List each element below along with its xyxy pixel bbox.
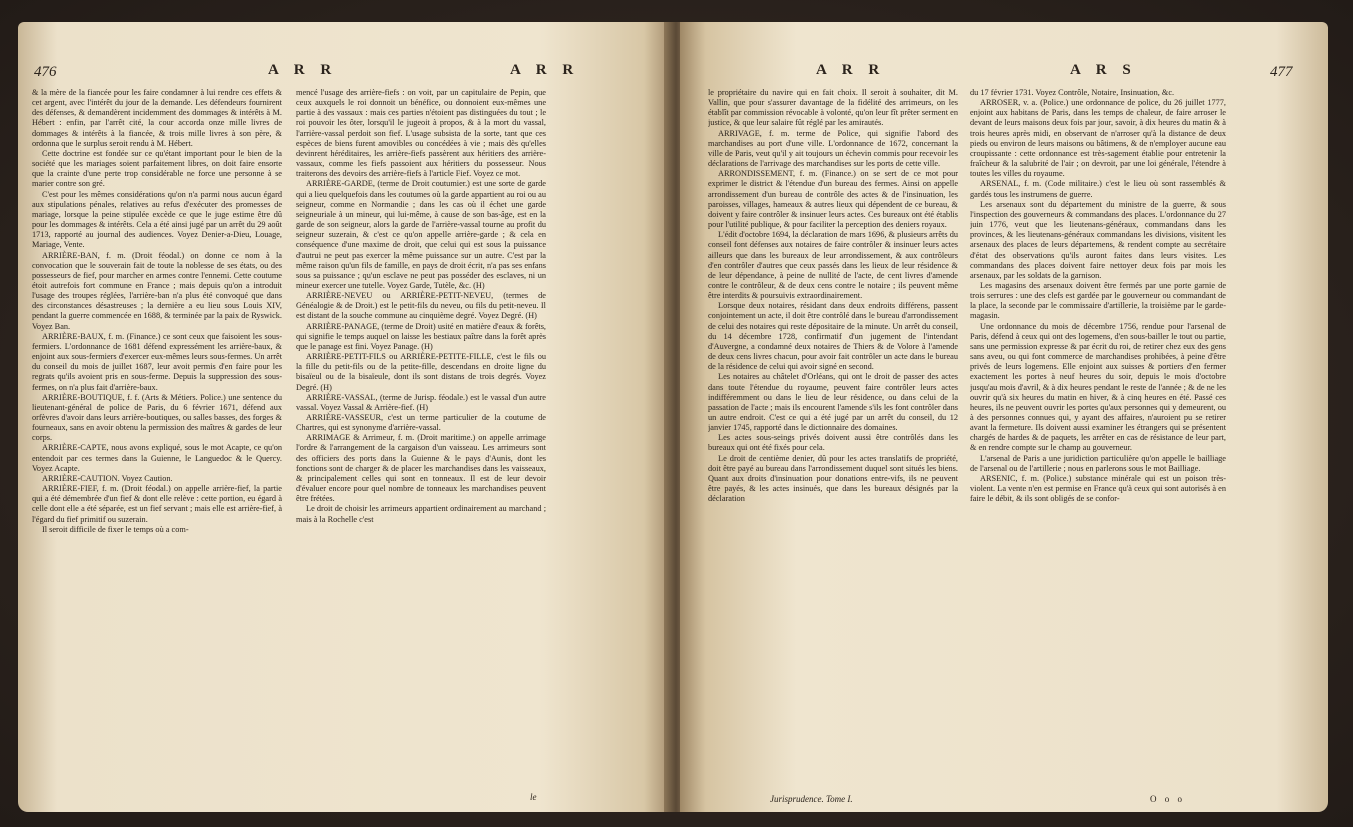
paragraph: Le droit de centième denier, dû pour les actes translatifs de propriété, doit être payé au bureau dans l'arrondissement duquel sont situés les biens. Quant aux droits d'insinuation pour donations entre-vifs, ils ne peuvent être payés, & les actes insinués, que dans les bureaux désignés par la déclaration <box>708 453 958 504</box>
paragraph: le propriétaire du navire qui en fait choix. Il seroit à souhaiter, dit M. Vallin, que pour s'assurer davantage de la fidélité des arrimeurs, on les établît par commission révocable à volonté, qu'on leur fît prêter serment en justice, & que leur salaire fût réglé par les amirautés. <box>708 88 958 128</box>
paragraph: Les actes sous-seings privés doivent aussi être contrôlés dans les bureaux qui ont été fixés pour cela. <box>708 433 958 453</box>
paragraph: ARROSER, v. a. (Police.) une ordonnance de police, du 26 juillet 1777, enjoint aux habitans de Paris, dans les temps de chaleur, de faire arroser le devant de leurs maisons deux fois par jour, savoir, à dix heures du matin & à trois heures après midi, en observant de n'arroser qu'à la distance de deux pieds ou environ de leurs maisons ou bâtimens, & de n'employer aucune eau croupissante : cette ordonnance est très-sagement établie pour entretenir la fraîcheur & la salubrité de l'air ; on devroit, par une loi générale, l'étendre à toutes les villes du royaume. <box>970 98 1226 179</box>
paragraph: Les notaires au châtelet d'Orléans, qui ont le droit de passer des actes dans toute l'étendue du royaume, peuvent faire contrôler leurs actes indifféremment ou dans le lieu de leur résidence, ou dans celui de la passation de l'acte ; mais ils encourent l'amende s'ils les font contrôler dans un autre endroit. C'est ce qui a été jugé par un arrêt du conseil, du 12 janvier 1745, rapporté dans le dictionnaire des domaines. <box>708 372 958 433</box>
paragraph: C'est pour les mêmes considérations qu'on n'a parmi nous aucun égard aux stipulations pénales, relatives au refus d'exécuter des promesses de mariage, lorsque la peine stipulée excède ce que le juge estime être dû pour les dommages & intérêts. Cela a été ainsi jugé par un arrêt du 29 août 1713, rapporté au journal des audiences. Voyez Denier-a-Dieu, Louage, Mariage, Vente. <box>32 189 282 250</box>
text-column-1 <box>32 88 282 535</box>
paragraph: ARRIÈRE-PANAGE, (terme de Droit) usité en matière d'eaux & forêts, qui signifie le temps auquel on laisse les bestiaux paître dans la forêt après que le panage est fini. Voyez Panage. (H) <box>296 321 546 351</box>
paragraph: ARSENAL, f. m. (Code militaire.) c'est le lieu où sont rassemblés & gardés tous les instrumens de guerre. <box>970 179 1226 199</box>
paragraph: ARRIÈRE-VASSEUR, c'est un terme particulier de la coutume de Chartres, qui est synonyme d'arrière-vassal. <box>296 413 546 433</box>
paragraph: Cette doctrine est fondée sur ce qu'étant important pour le bien de la société que les mariages soient parfaitement libres, on doit faire ensorte que la crainte d'une perte trop considérable ne force une personne à se marier contre son gré. <box>32 148 282 189</box>
paragraph: L'édit d'octobre 1694, la déclaration de mars 1696, & plusieurs arrêts du conseil font défenses aux notaires de faire contrôler & insinuer leurs actes ailleurs que dans les bureaux de leur arrondissement, & aux contrôleurs d'en contrôler d'autres que ceux passés dans les lieux de leur résidence & de leur dépendance, à peine de nullité de l'acte, de cent livres d'amende contre le contrôleur, & de deux cens contre le notaire ; ils peuvent même être interdits & poursuivis extraordinairement. <box>708 230 958 301</box>
paragraph: mencé l'usage des arrière-fiefs : on voit, par un capitulaire de Pepin, que ceux auxquels le roi donnoit un bénéfice, ou donnoient eux-mêmes une partie à des vassaux : mais ces parties n'étoient pas distinguées du tout ; le roi pouvoir les ôter, lorsqu'il le jugeoit à propos, & à la mort du vassal, l'arrière-vassal perdoit son fief. L'usage subsista de la sorte, tant que ces espèces de biens furent amovibles ou concédées à vie ; mais dès qu'elles devinrent héréditaires, les arrière-fiefs passèrent aux héritiers des arrière-vassaux, comme les fiefs passoient aux héritiers du possesseur. Nous traiterons des devoirs des arrière-fiefs à l'article Fief. Voyez ce mot. <box>296 88 546 179</box>
paragraph: ARRIÈRE-BAN, f. m. (Droit féodal.) on donne ce nom à la convocation que le souverain fait de toute la noblesse de ses états, ou des possesseurs de fief, pour marcher en armes contre l'ennemi. Cette coutume étoit autrefois fort commune en France ; mais depuis qu'on a introduit l'usage des troupes réglées, l'arrière-ban n'a plus été convoqué que dans des circonstances désastreuses ; la dernière a eu lieu sous Louis XIV, pendant la guerre commencée en 1688, & terminée par la paix de Ryswick. Voyez Ban. <box>32 250 282 331</box>
volume-signature: Jurisprudence. Tome I. <box>770 794 853 804</box>
paragraph: ARRIÈRE-GARDE, (terme de Droit coutumier.) est une sorte de garde qui a lieu quelquefois dans les coutumes où la garde appartient au roi ou au seigneur, comme en Normandie ; dans les cas où il échet une garde seigneuriale à un mineur, qui lui-même, à cause de son bas-âge, est en la garde de son seigneur, alors la garde de l'arrière-vassal tourne au profit du seigneur suzerain, & c'est ce qu'on appelle arrière-garde ; & cela en conséquence d'une maxime de droit, que celui qui est sous la puissance d'autrui ne peut pas exercer la même puissance sur un autre. C'est par la même raison qu'un fils de famille, en pays de droit écrit, n'a pas ses enfans sous sa puissance ; qu'un esclave ne peut pas posséder des esclaves, ni un mineur exercer une tutelle. Voyez Garde, Tutèle, &c. (H) <box>296 179 546 290</box>
paragraph: ARRIÈRE-FIEF, f. m. (Droit féodal.) on appelle arrière-fief, la partie qui a été démembrée d'un fief & dont elle relève : cette portion, eu égard à celle dont elle a été séparée, est un fief servant ; mais elle est arrière-fief, à l'égard du fief primitif ou suzerain. <box>32 484 282 524</box>
paragraph: ARRIÈRE-PETIT-FILS ou ARRIÈRE-PETITE-FILLE, c'est le fils ou la fille du petit-fils ou de la petite-fille, descendans en droite ligne du bisaïeul ou de la bisaïeule, dont ils sont distans de trois degrés. Voyez Degré. (H) <box>296 352 546 392</box>
paragraph: L'arsenal de Paris a une juridiction particulière qu'on appelle le bailliage de l'arsenal ou de l'artillerie ; nous en parlerons sous le mot Bailliage. <box>970 453 1226 473</box>
paragraph: ARRIÈRE-BAUX, f. m. (Finance.) ce sont ceux que faisoient les sous-fermiers. L'ordonnance de 1681 défend expressément les arrière-baux, & enjoint aux sous-fermiers d'exercer eux-mêmes leurs sous-fermes. Un arrêt du conseil du mois de juillet 1687, leur avoit permis d'en faire pour les regrats qu'ils avoient pris en sous-ferme. Depuis la suppression des sous-fermes, on n'a plus fait d'arrière-baux. <box>32 331 282 392</box>
page-number: 477 <box>1270 64 1293 80</box>
paragraph: ARRIVAGE, f. m. terme de Police, qui signifie l'abord des marchandises au port d'une ville. L'ordonnance de 1672, concernant la ville de Paris, veut qu'il y ait toujours un échevin commis pour recevoir les déclarations de l'arrivage des marchandises sur les ports de cette ville. <box>708 128 958 169</box>
running-head: A R R <box>816 62 886 78</box>
paragraph: ARRONDISSEMENT, f. m. (Finance.) on se sert de ce mot pour exprimer le district & l'étendue d'un bureau des fermes. Ainsi on appelle arrondissement d'un bureau de contrôle des actes & de l'insinuation, les paroisses, villages, hameaux & autres lieux qui dépendent de ce bureau, & doivent y faire contrôler & insinuer leurs actes. Ces bureaux ont été établis pour l'utilité publique, & pour faciliter la perception des deniers royaux. <box>708 169 958 230</box>
gathering-signature: O o o <box>1150 794 1185 804</box>
paragraph: du 17 février 1731. Voyez Contrôle, Notaire, Insinuation, &c. <box>970 88 1175 97</box>
text-column-2 <box>296 88 546 525</box>
paragraph: Il seroit difficile de fixer le temps où a com- <box>42 524 189 534</box>
paragraph: Les arsenaux sont du département du ministre de la guerre, & sous l'inspection des gouverneurs & commandans des places. L'ordonnance du 27 juin 1776, veut que les lieutenans-généraux, commandans dans les provinces, & les lieutenans-généraux commandans les divisions, visitent les arsenaux des places de leurs départemens, & rendent compte au secrétaire d'état des observations qu'ils auront faites dans leurs visites. Les commandans des places doivent faire nettoyer deux fois par mois les arsenaux, par les soldats de la garnison. <box>970 199 1226 280</box>
running-head: A R R <box>510 62 580 78</box>
left-page <box>18 22 670 812</box>
paragraph: ARRIÈRE-NEVEU ou ARRIÈRE-PETIT-NEVEU, (termes de Généalogie & de Droit.) est le petit-fils du neveu, ou fils du petit-neveu. Il est distant de la souche commune au cinquième degré. Voyez Degré. (H) <box>296 291 546 321</box>
right-page <box>680 22 1328 812</box>
paragraph: ARRIÈRE-BOUTIQUE, f. f. (Arts & Métiers. Police.) une sentence du lieutenant-général de police de Paris, du 6 février 1671, défend aux orfèvres d'avoir dans leurs arrière-boutiques, ou salles basses, des forges & fourneaux, sans en avoir obtenu la permission des maîtres & gardes de leur corps. <box>32 392 282 443</box>
page-number: 476 <box>34 64 57 80</box>
paragraph: Une ordonnance du mois de décembre 1756, rendue pour l'arsenal de Paris, défend à ceux qui ont des logemens, d'en sous-bailler le tout ou partie, sans une permission expresse & par écrit du roi, de retirer chez eux des gens sans aveu, ou qui font commerce de marchandises prohibées, à peine d'être privés de leurs logemens. Elle enjoint aux suisses & portiers d'en fermer exactement les portes à neuf heures du soir, depuis le mois d'octobre jusqu'au mois d'avril, & à dix heures pendant le reste de l'année ; & de ne les ouvrir qu'à six heures du matin en hiver, & à cinq heures en été. Passé ces heures, ils ne peuvent ouvrir les portes qu'aux personnes qui y demeurent, ou à des personnes connues qui, y ayant des affaires, n'auroient pu se retirer avant la fermeture. Ils doivent aussi examiner les étrangers qui se présentent chargés de hardes & de paquets, les arrêter en cas de résistance de leur part, & en rendre compte sur le champ au gouverneur. <box>970 321 1226 453</box>
paragraph: ARRIÈRE-CAPTE, nous avons expliqué, sous le mot Acapte, ce qu'on entendoit par ces termes dans la Guienne, le Languedoc & le Quercy. Voyez Acapte. <box>32 443 282 473</box>
text-column-2 <box>970 88 1226 504</box>
paragraph: ARSENIC, f. m. (Police.) substance minérale qui est un poison très-violent. La vente n'en est permise en France qu'à ceux qui sont autorisés à en faire le débit, & ils sont obligés de se confor- <box>970 473 1226 504</box>
paragraph: Le droit de choisir les arrimeurs appartient ordinairement au marchand ; mais à la Rochelle c'est <box>296 504 546 524</box>
paragraph: ARRIÈRE-CAUTION. Voyez Caution. <box>42 473 173 483</box>
text-column-1 <box>708 88 958 504</box>
paragraph: & la mère de la fiancée pour les faire condamner à lui rendre ces effets & cet argent, avec l'intérêt du jour de la demande. Les défendeurs fournirent des défenses, & demandèrent incidemment des dommages & intérêts à M. Hébert : enfin, par l'arrêt cité, la cour accorda onze mille livres de dommages & intérêts à la fiancée, & trois mille livres à son père, & ordonna que le surplus seroit rendu à M. Hébert. <box>32 88 282 148</box>
paragraph: Lorsque deux notaires, résidant dans deux endroits différens, passent conjointement un acte, il doit être contrôlé dans le bureau d'arrondissement de celui des notaires qui reste dépositaire de la minute. Un arrêt du conseil, du 14 décembre 1728, confirmatif d'un jugement de l'intendant d'Auvergne, a condamné deux notaires de Thiers & de Volore à l'amende de deux cens livres chacun, pour avoir fait contrôler un acte dans le bureau de la résidence de celui qui avoir signé en second. <box>708 301 958 372</box>
paragraph: Les magasins des arsenaux doivent être fermés par une porte garnie de trois serrures : une des clefs est gardée par le gouverneur ou commandant de la place, la seconde par le commissaire d'artillerie, la troisième par le garde-magasin. <box>970 280 1226 321</box>
running-head: A R R <box>268 62 338 78</box>
catchword: le <box>530 792 537 802</box>
paragraph: ARRIMAGE & Arrimeur, f. m. (Droit maritime.) on appelle arrimage l'ordre & l'arrangement de la cargaison d'un vaisseau. Les arrimeurs sont des officiers des ports dans la Guienne & le pays d'Aunis, dont les fonctions sont de charger & de placer les marchandises dans les vaisseaux, & principalement celles qui sont en tonneaux. Il est de leur devoir d'évaluer encore pour quel nombre de tonneaux les marchandises peuvent être frétées. <box>296 433 546 504</box>
paragraph: ARRIÈRE-VASSAL, (terme de Jurisp. féodale.) est le vassal d'un autre vassal. Voyez Vassal & Arrière-fief. (H) <box>296 392 546 412</box>
running-head: A R S <box>1070 62 1137 78</box>
